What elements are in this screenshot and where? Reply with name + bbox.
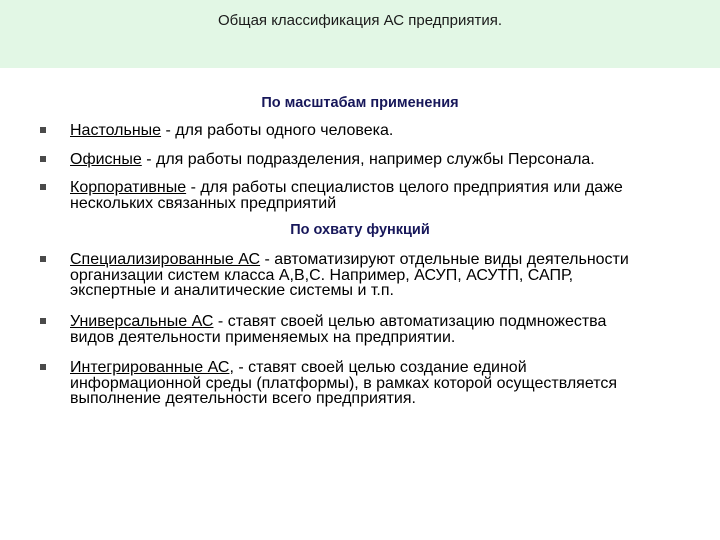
list-item-office xyxy=(40,152,690,168)
term-label: Интегрированные АС xyxy=(70,359,230,376)
page-title: Общая классификация АС предприятия. xyxy=(217,12,503,29)
title-banner xyxy=(0,0,720,68)
list-item-corporate xyxy=(40,180,690,211)
section-heading-functions: По охвату функций xyxy=(290,222,430,238)
term-label: Офисные xyxy=(70,151,142,168)
list-item-integrated xyxy=(40,360,690,407)
term-description: , - ставят своей целью создание единой информационной среды (платформы), в рамках которой осуществляется выполнение деятельности всего предприятия. xyxy=(70,359,618,407)
square-bullet-icon xyxy=(40,127,46,133)
term-description: - для работы подразделения, например службы Персонала. xyxy=(141,151,595,168)
term-label: Корпоративные xyxy=(70,179,187,196)
square-bullet-icon xyxy=(40,256,46,262)
list-item-universal xyxy=(40,314,690,345)
list-item-text xyxy=(70,360,630,407)
term-label: Настольные xyxy=(70,122,162,139)
term-description: - для работы одного человека. xyxy=(161,122,394,139)
list-item-text xyxy=(70,252,650,299)
square-bullet-icon xyxy=(40,364,46,370)
list-item-text xyxy=(70,123,670,139)
list-item-desktop xyxy=(40,123,690,139)
list-item-text xyxy=(70,180,670,211)
square-bullet-icon xyxy=(40,184,46,190)
square-bullet-icon xyxy=(40,156,46,162)
list-item-text xyxy=(70,314,645,345)
list-item-text xyxy=(70,152,680,168)
term-description: - автоматизируют отдельные виды деятельности организации систем класса А,В,С. Например, АСУП, АСУТП, САПР, экспертные и аналитические системы и т.п. xyxy=(70,251,629,299)
section-heading-scale: По масштабам применения xyxy=(261,95,459,111)
term-description: - ставят своей целью автоматизацию подмножества видов деятельности применяемых на предприятии. xyxy=(70,313,607,346)
term-description: - для работы специалистов целого предприятия или даже нескольких связанных предприятий xyxy=(70,179,623,212)
term-label: Специализированные АС xyxy=(70,251,261,268)
square-bullet-icon xyxy=(40,318,46,324)
list-item-specialized xyxy=(40,252,690,299)
term-label: Универсальные АС xyxy=(70,313,214,330)
